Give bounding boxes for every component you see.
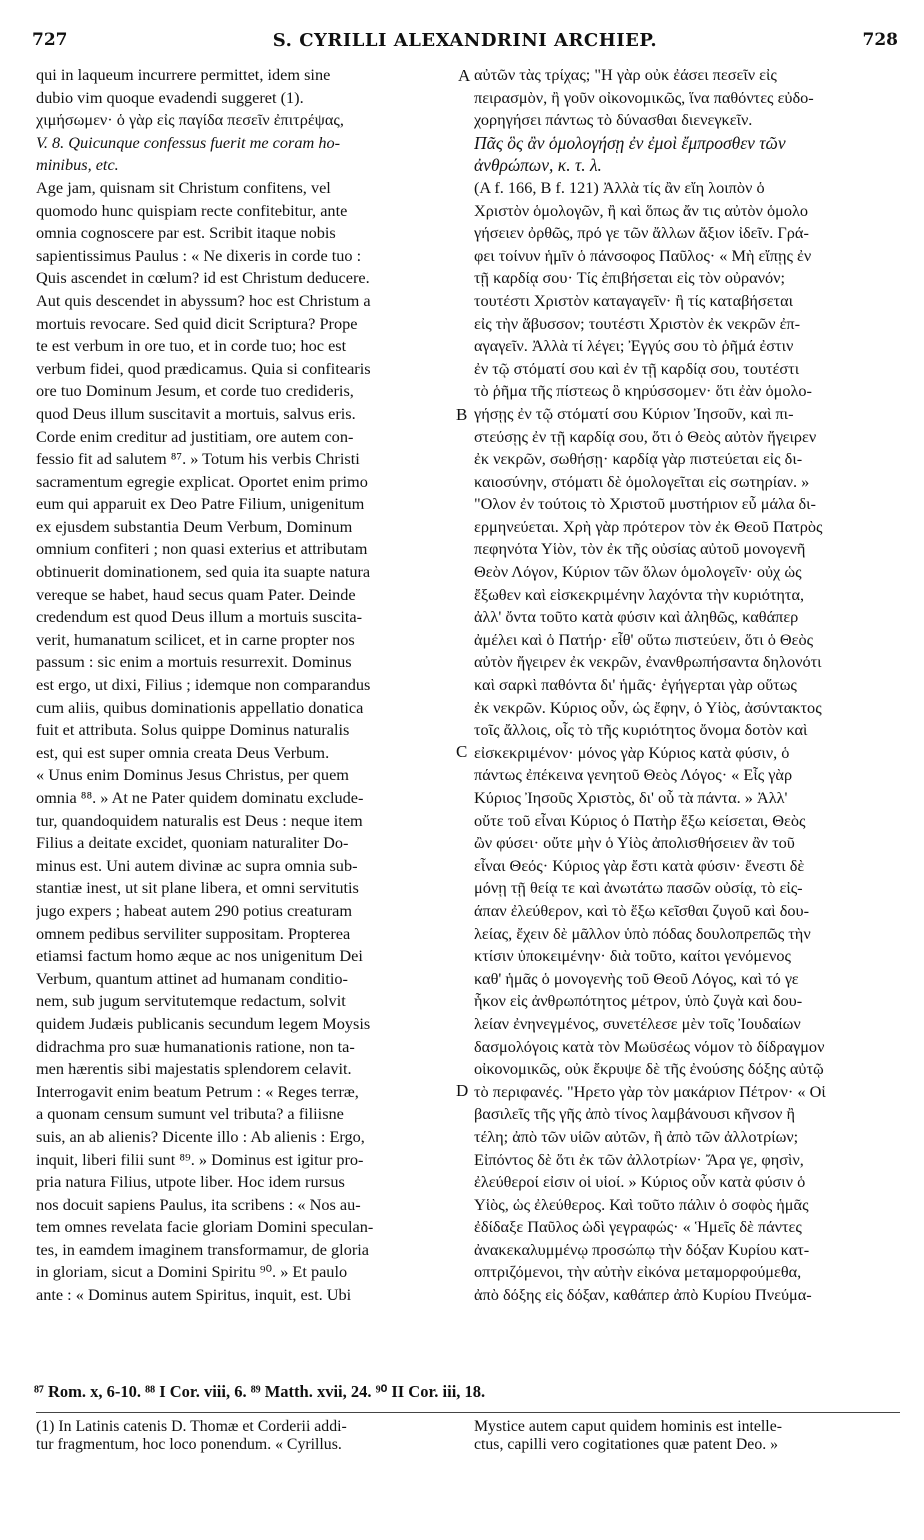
section-marker-c: C — [456, 742, 468, 761]
text-line: est ergo, ut dixi, Filius ; idemque non comparandus — [36, 675, 371, 695]
text-line: fessio fit ad salutem ⁸⁷. » Totum his verbis Christi — [36, 449, 360, 469]
text-line: ἐδίδαξε Παῦλος ὡδὶ γεγραφώς· « Ἡμεῖς δὲ πάντες — [474, 1217, 802, 1237]
text-line: Θεὸν Λόγον, Κύριον τῶν ὅλων ὁμολογεῖν· οὐχ ὡς — [474, 562, 802, 582]
text-line: Χριστὸν ὁμολογῶν, ἢ καὶ ὅπως ἄν τις αὐτὸν ὁμολο — [474, 200, 808, 220]
scripture-footnotes: ⁸⁷ Rom. x, 6-10. ⁸⁸ I Cor. viii, 6. ⁸⁹ Matth. xvii, 24. ⁹⁰ II Cor. iii, 18. — [34, 1382, 486, 1401]
text-line: didrachma pro suæ humanationis ratione, non ta- — [36, 1036, 355, 1056]
text-line: stantiæ inest, ut sit plane libera, et omni servitutis — [36, 878, 359, 898]
text-line: καὶ σαρκὶ παθόντα δι' ἡμᾶς· ἐγήγερται γὰρ οὕτως — [474, 675, 797, 695]
text-line: sacramentum egregie explicat. Oportet enim primo — [36, 471, 368, 491]
text-line: λείαν ἐνηνεγμένος, συνετέλεσε μὲν τοῖς Ἰουδαίων — [474, 1013, 801, 1033]
text-line: εἰσκεκριμένον· μόνος γὰρ Κύριος κατὰ φύσιν, ὁ — [474, 742, 790, 762]
text-line: βασιλεῖς τῆς γῆς ἀπὸ τίνος λαμβάνουσι κῆνσον ἢ — [474, 1104, 796, 1124]
text-line: ἐν τῷ στόματί σου καὶ ἐν τῇ καρδίᾳ σου, τουτέστι — [474, 358, 800, 378]
page-number-right: 728 — [862, 30, 898, 50]
text-line: quomodo hunc quispiam recte confitebitur, ante — [36, 200, 348, 220]
text-line: τέλη; ἀπὸ τῶν υἱῶν αὐτῶν, ἢ ἀπὸ τῶν ἀλλοτρίων; — [474, 1126, 799, 1146]
footnote-divider — [36, 1412, 900, 1413]
text-line: in gloriam, sicut a Domini Spiritu ⁹⁰. » Et paulo — [36, 1262, 348, 1282]
text-line: ex ejusdem substantia Deum Verbum, Dominum — [36, 516, 353, 536]
text-line: στεύσῃς ἐν τῇ καρδίᾳ σου, ὅτι ὁ Θεὸς αὐτὸν ἤγειρεν — [474, 426, 817, 446]
text-line: fuit et attributa. Solus quippe Dominus naturalis — [36, 720, 350, 740]
text-line: nem, sub jugum servitutemque redactum, solvit — [36, 991, 346, 1011]
running-title: S. CYRILLI ALEXANDRINI ARCHIEP. — [272, 30, 658, 51]
text-line: τὸ περιφανές. "Ηρετο γὰρ τὸν μακάριον Πέτρον· « Οἱ — [474, 1081, 826, 1101]
text-line: ἀνακεκαλυμμένῳ προσώπῳ τὴν δόξαν Κυρίου κατ- — [474, 1239, 810, 1259]
text-line: sapientissimus Paulus : « Ne dixeris in corde tuo : — [36, 245, 362, 265]
text-line: "Ολον ἐν τούτοις τὸ Χριστοῦ μυστήριον εὖ μάλα δι- — [474, 494, 816, 514]
editor-note-line: (1) In Latinis catenis D. Thomæ et Corderii addi- — [36, 1418, 347, 1435]
editor-note-line: ctus, capilli vero cogitationes quæ patent Deo. » — [474, 1436, 779, 1453]
text-line: λείας, ἔχειν δὲ μᾶλλον ὑπὸ πόδας δουλοπρεπῶς τὴν — [474, 923, 811, 943]
text-line: V. 8. Quicunque confessus fuerit me coram ho- — [36, 132, 341, 152]
text-line: δασμολόγοις κατὰ τὸν Μωϋσέως νόμον τὸ δίδραγμον — [474, 1036, 825, 1056]
text-line: τουτέστι Χριστὸν καταγαγεῖν· ἢ τίς καταβήσεται — [474, 290, 793, 310]
text-line: αγαγεῖν. Ἀλλὰ τί λέγει; Ἐγγύς σου τὸ ῥῆμά ἐστιν — [474, 336, 794, 356]
text-line: omnium confiteri ; non quasi exterius et attributam — [36, 539, 368, 559]
text-line: πειρασμὸν, ἢ γοῦν οἰκονομικῶς, ἵνα παθόντες εὐδο- — [474, 87, 814, 107]
text-line: omnia ⁸⁸. » At ne Pater quidem dominatu exclude- — [36, 788, 364, 807]
text-line: γήσῃς ἐν τῷ στόματί σου Κύριον Ἰησοῦν, καὶ πι- — [474, 403, 794, 423]
editor-note-line: Mystice autem caput quidem hominis est intelle- — [474, 1418, 782, 1435]
text-line: ἀνθρώπων, κ. τ. λ. — [474, 155, 602, 176]
text-line: πεφηνότα Υἱὸν, τὸν ἐκ τῆς οὐσίας αὐτοῦ μονογενῆ — [474, 539, 806, 559]
text-line: omnem pedibus serviliter suppositam. Propterea — [36, 923, 351, 943]
editor-note-right — [474, 1418, 894, 1454]
text-line: καθ' ἡμᾶς ὁ μονογενὴς τοῦ Θεοῦ Λόγος, καὶ τό γε — [474, 968, 799, 988]
text-line: « Unus enim Dominus Jesus Christus, per quem — [36, 765, 349, 785]
text-line: (A f. 166, B f. 121) Ἀλλὰ τίς ἂν εἴη λοιπὸν ὁ — [474, 177, 765, 197]
text-line: cum aliis, quibus dominationis appellatio donatica — [36, 697, 364, 717]
text-line: Κύριος Ἰησοῦς Χριστὸς, δι' οὗ τὰ πάντα. » Ἀλλ' — [474, 788, 788, 807]
text-line: αὐτῶν τὰς τρίχας; "Η γὰρ οὐκ ἐάσει πεσεῖν εἰς — [474, 65, 777, 84]
text-line: tur, quandoquidem naturalis est Deus : neque item — [36, 810, 363, 830]
text-line: οὔτε τοῦ εἶναι Κύριος ὁ Πατὴρ ἔξω κείσεται, Θεὸς — [474, 810, 806, 830]
text-line: εἰς τὴν ἄβυσσον; τουτέστι Χριστὸν ἐκ νεκρῶν ἐπ- — [474, 313, 801, 333]
section-marker-d: D — [456, 1081, 469, 1100]
text-line: credendum est quod Deus illum a mortuis suscita- — [36, 607, 363, 627]
text-line: Υἱὸς, ὡς ἐλεύθερος. Καὶ τοῦτο πάλιν ὁ σοφὸς ἡμᾶς — [474, 1194, 809, 1214]
text-line: dubio vim quoque evadendi suggeret (1). — [36, 87, 304, 107]
text-line: Εἰπόντος δὲ ὅτι ἐκ τῶν ἀλλοτρίων· Ἄρα γε, φησὶν, — [474, 1149, 804, 1169]
text-line: Quis ascendet in cœlum? id est Christum deducere. — [36, 268, 370, 288]
editor-note-line: tur fragmentum, hoc loco ponendum. « Cyrillus. — [36, 1436, 342, 1453]
text-line: Interrogavit enim beatum Petrum : « Reges terræ, — [36, 1081, 359, 1101]
text-line: quod Deus illum suscitavit a mortuis, salvus eris. — [36, 403, 356, 423]
text-line: οπτριζόμενοι, τὴν αὐτὴν εἰκόνα μεταμορφούμεθα, — [474, 1262, 802, 1282]
page-header — [32, 30, 898, 58]
text-line: ἀμέλει καὶ ὁ Πατήρ· εἶθ' οὕτω πιστεύειν, ὅτι ὁ Θεὸς — [474, 629, 814, 649]
text-line: ἔξωθεν καὶ εἰσκεκριμένην λαχόντα τὴν κυριότητα, — [474, 584, 805, 604]
text-line: άπαν ἐλεύθερον, καὶ τὸ ἔξω κεῖσθαι ζυγοῦ καὶ δου- — [474, 900, 810, 920]
text-line: mortuis revocare. Sed quid dicit Scriptura? Prope — [36, 313, 358, 333]
text-line: pria natura Filius, utpote liber. Hoc idem rursus — [36, 1172, 345, 1192]
text-line: Age jam, quisnam sit Christum confitens, vel — [36, 177, 331, 197]
text-line: Filius a deitate excidet, quoniam naturaliter Do- — [36, 833, 349, 853]
text-line: tem omnes revelata facie gloriam Domini speculan- — [36, 1217, 374, 1237]
text-line: men hærentis sibi majestatis splendorem celavit. — [36, 1059, 352, 1079]
text-line: αὐτὸν ἤγειρεν ἐκ νεκρῶν, ἐνανθρωπήσαντα δηλονότι — [474, 652, 822, 672]
text-line: τῇ καρδίᾳ σου· Τίς ἐπιβήσεται εἰς τὸν οὐρανόν; — [474, 268, 785, 288]
editor-note-left — [36, 1418, 456, 1454]
text-line: ἧκον εἰς ἀνθρωπότητος μέτρον, ὑπὸ ζυγὰ καὶ δου- — [474, 991, 803, 1011]
text-line: obtinuerit dominationem, sed quia ita suapte natura — [36, 562, 371, 582]
text-line: nos docuit sapiens Paulus, ita scribens : « Nos au- — [36, 1194, 361, 1214]
text-line: χορηγήσει πάντως τὸ δύνασθαι διενεγκεῖν. — [474, 110, 753, 130]
text-line: suis, an ab alienis? Dicente illo : Ab alienis : Ergo, — [36, 1126, 365, 1146]
section-marker-a: A — [458, 66, 471, 85]
text-line: verit, humanatum scilicet, et in carne propter nos — [36, 629, 355, 649]
text-line: ἀπὸ δόξης εἰς δόξαν, καθάπερ ἀπὸ Κυρίου Πνεύμα- — [474, 1285, 812, 1305]
text-line: qui in laqueum incurrere permittet, idem sine — [36, 65, 331, 84]
text-line: τὸ ῥῆμα τῆς πίστεως ὃ κηρύσσομεν· ὅτι ἐὰν ὁμολο- — [474, 381, 812, 401]
text-line: Aut quis descendet in abyssum? hoc est Christum a — [36, 290, 371, 310]
text-line: γήσειεν ὀρθῶς, πρό γε τῶν ἄλλων ἄξιον ἰδεῖν. Γρά- — [474, 223, 809, 243]
text-line: φει τοίνυν ἡμῖν ὁ πάνσοφος Παῦλος· « Μὴ εἴπῃς ἐν — [474, 245, 812, 265]
text-line: χιμήσωμεν· ὁ γὰρ εἰς παγίδα πεσεῖν ἐπιτρέψας, — [36, 110, 344, 130]
text-line: a quonam censum sumunt vel tributa? a filiisne — [36, 1104, 344, 1124]
text-line: ἐλεύθεροί εἰσιν οἱ υἱοί. » Κύριος οὖν κατὰ φύσιν ὁ — [474, 1172, 806, 1192]
text-line: passum : sic enim a mortuis resurrexit. Dominus — [36, 652, 352, 672]
text-line: καιοσύνην, στόματι δὲ ὁμολογεῖται εἰς σωτηρίαν. » — [474, 471, 810, 491]
text-line: εἶναι Θεός· Κύριος γὰρ ἔστι κατὰ φύσιν· ἔνεστι δὲ — [474, 855, 805, 875]
text-line: Verbum, quantum attinet ad humanam conditio- — [36, 968, 348, 988]
text-line: τοῖς ἄλλοις, οἷς τὸ τῆς κυριότητος ὄνομα δοτὸν καὶ — [474, 720, 808, 740]
text-line: ἐκ νεκρῶν, σωθήσῃ· καρδίᾳ γὰρ πιστεύεται εἰς δι- — [474, 449, 803, 469]
latin-column — [36, 64, 456, 1307]
text-line: minus est. Uni autem divinæ ac supra omnia sub- — [36, 855, 358, 875]
text-line: te est verbum in ore tuo, et in corde tuo; hoc est — [36, 336, 347, 356]
text-line: οἰκονομικῶς, οὐκ ἔκρυψε δὲ τῆς ἐνούσης δόξης αὐτῷ — [474, 1059, 824, 1079]
text-line: ὢν φύσει· οὔτε μὴν ὁ Υἱὸς ἀπολισθήσειεν ἂν τοῦ — [474, 833, 795, 853]
text-line: ερμηνεύεται. Χρὴ γὰρ πρότερον τὸν ἐκ Θεοῦ Πατρὸς — [474, 516, 823, 536]
text-line: minibus, etc. — [36, 155, 119, 175]
text-line: vereque se habet, haud secus quam Pater. Deinde — [36, 584, 356, 604]
text-line: ore tuo Dominum Jesum, et corde tuo credideris, — [36, 381, 354, 401]
greek-column — [474, 64, 894, 1307]
text-line: verbum fidei, quod prædicamus. Quia si confitearis — [36, 358, 371, 378]
text-line: est, qui est super omnia creata Deus Verbum. — [36, 742, 330, 762]
text-line: quidem Judæis publicanis secundum legem Moysis — [36, 1013, 371, 1033]
text-line: μόνῃ τῇ θείᾳ τε καὶ ἀνωτάτω πασῶν οὐσίᾳ, τὸ εἰς- — [474, 878, 803, 898]
text-line: etiamsi factum homo æque ac nos unigenitum Dei — [36, 946, 363, 966]
text-line: ante : « Dominus autem Spiritus, inquit, est. Ubi — [36, 1285, 352, 1305]
page-number-left: 727 — [32, 30, 68, 50]
section-marker-b: B — [456, 405, 468, 424]
text-line: Corde enim creditur ad justitiam, ore autem con- — [36, 426, 354, 446]
text-line: πάντως ἐπέκεινα γενητοῦ Θεὸς Λόγος· « Εἷς γὰρ — [474, 765, 793, 785]
text-line: tes, in eamdem imaginem transformamur, de gloria — [36, 1239, 370, 1259]
text-line: Πᾶς ὃς ἂν ὁμολογήσῃ ἐν ἐμοὶ ἔμπροσθεν τῶν — [474, 132, 786, 153]
text-line: ἐκ νεκρῶν. Κύριος οὖν, ὡς ἔφην, ὁ Υἱὸς, ἀσύντακτος — [474, 697, 822, 717]
text-line: κτίσιν ὑποκειμένην· διὰ τοῦτο, καίτοι γενόμενος — [474, 946, 791, 966]
text-line: ἀλλ' ὄντα τοῦτο κατὰ φύσιν καὶ ἀληθῶς, καθάπερ — [474, 607, 799, 627]
text-line: jugo expers ; habeat autem 290 potius creaturam — [36, 900, 353, 920]
text-line: inquit, liberi filii sunt ⁸⁹. » Dominus est igitur pro- — [36, 1149, 364, 1169]
text-line: omnia cognoscere par est. Scribit itaque nobis — [36, 223, 336, 243]
text-line: eum qui apparuit ex Deo Patre Filium, unigenitum — [36, 494, 365, 514]
